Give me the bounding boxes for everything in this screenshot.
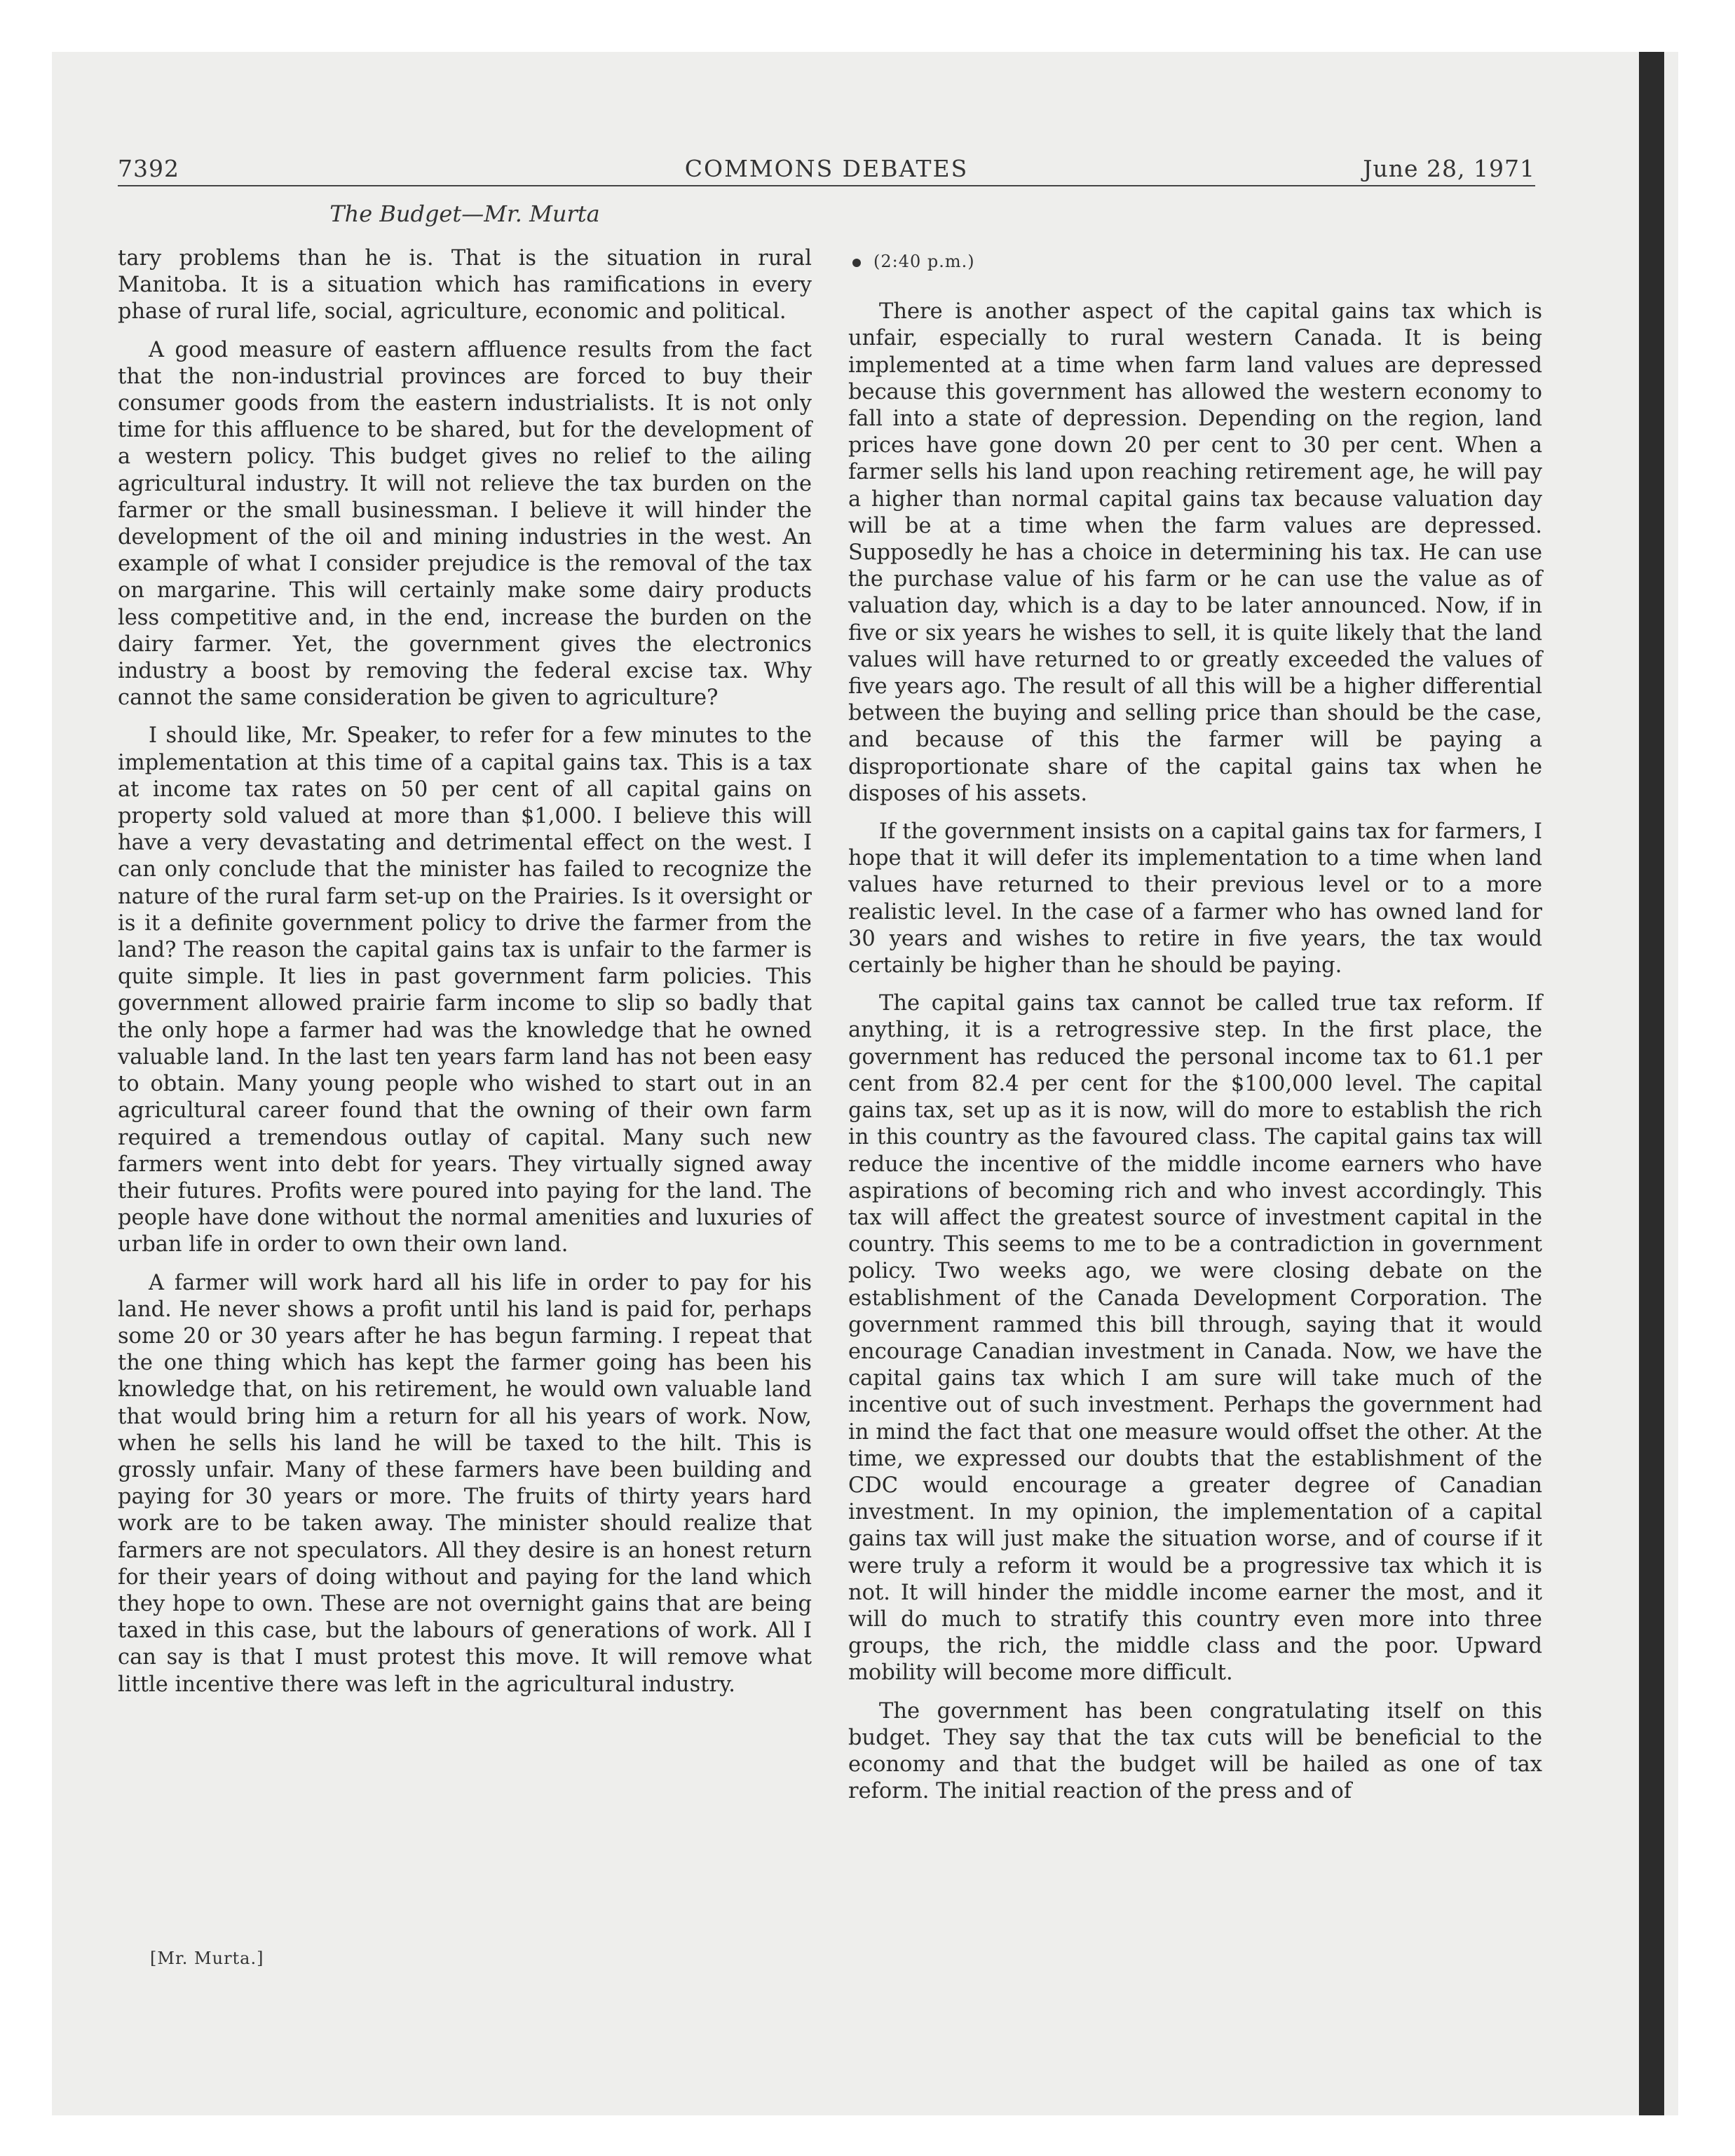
speaker-attribution: [Mr. Murta.] bbox=[150, 1949, 264, 1968]
paragraph: A good measure of eastern affluence results from the fact that the non-industrial provinces are forced to buy their consumer goods from the eastern industrialists. It is not only time for this affluence to be shared, but for the development of a western policy. This budget gives no relief to the ailing agricultural industry. It will not relieve the tax burden on the farmer or the small businessman. I believe it will hinder the development of the oil and mining industries in the west. An example of what I consider prejudice is the removal of the tax on margarine. This will certainly make some dairy products less competitive and, in the end, increase the burden on the dairy farmer. Yet, the government gives the electronics industry a boost by removing the federal excise tax. Why cannot the same consideration be given to agriculture? bbox=[118, 337, 812, 711]
paragraph: The government has been congratulating itself on this budget. They say that the tax cuts will be beneficial to the economy and that the budget will be hailed as one of tax reform. The initial reaction of the press and of bbox=[848, 1698, 1542, 1804]
paragraph: I should like, Mr. Speaker, to refer for a few minutes to the implementation at this time of a capital gains tax. This is a tax at income tax rates on 50 per cent of all capital gains on property sold valued at more than $1,000. I believe this will have a very devastating and detrimental effect on the west. I can only conclude that the minister has failed to recognize the nature of the rural farm set-up on the Prairies. Is it oversight or is it a definite government policy to drive the farmer from the land? The reason the capital gains tax is unfair to the farmer is quite simple. It lies in past government farm policies. This government allowed prairie farm income to slip so badly that the only hope a farmer had was the knowledge that he owned valuable land. In the last ten years farm land has not been easy to obtain. Many young people who wished to start out in an agricultural career found that the owning of their own farm required a tremendous outlay of capital. Many such new farmers went into debt for years. They virtually signed away their futures. Profits were poured into paying for the land. The people have done without the normal amenities and luxuries of urban life in order to own their own land. bbox=[118, 723, 812, 1257]
left-column bbox=[118, 245, 812, 1710]
scan-edge-shadow bbox=[1639, 52, 1664, 2115]
timestamp bbox=[848, 248, 1542, 275]
right-column bbox=[848, 245, 1542, 1816]
timestamp-text: (2:40 p.m.) bbox=[873, 252, 975, 271]
page-number: 7392 bbox=[118, 155, 179, 182]
paragraph: The capital gains tax cannot be called true tax reform. If anything, it is a retrogressive step. In the first place, the government has reduced the personal income tax to 61.1 per cent from 82.4 per cent for the $100,000 level. The capital gains tax, set up as it is now, will do more to establish the rich in this country as the favoured class. The capital gains tax will reduce the incentive of the middle income earners who have aspirations of becoming rich and who invest accordingly. This tax will affect the greatest source of investment capital in the country. This seems to me to be a contradiction in government policy. Two weeks ago, we were closing debate on the establishment of the Canada Development Corporation. The government rammed this bill through, saying that it would encourage Canadian investment in Canada. Now, we have the capital gains tax which I am sure will take much of the incentive out of such investment. Perhaps the government had in mind the fact that one measure would offset the other. At the time, we expressed our doubts that the establishment of the CDC would encourage a greater degree of Canadian investment. In my opinion, the implementation of a capital gains tax will just make the situation worse, and of course if it were truly a reform it would be a progressive tax which it is not. It will hinder the middle income earner the most, and it will do much to stratify this country even more into three groups, the rich, the middle class and the poor. Upward mobility will become more difficult. bbox=[848, 991, 1542, 1686]
bullet-icon bbox=[852, 259, 861, 267]
running-head: The Budget—Mr. Murta bbox=[329, 200, 600, 227]
paragraph: tary problems than he is. That is the situation in rural Manitoba. It is a situation which has ramifications in every phase of rural life, social, agriculture, economic and political. bbox=[118, 246, 812, 325]
paragraph: There is another aspect of the capital gains tax which is unfair, especially to rural western Canada. It is being implemented at a time when farm land values are depressed because this government has allowed the western economy to fall into a state of depression. Depending on the region, land prices have gone down 20 per cent to 30 per cent. When a farmer sells his land upon reaching retirement age, he will pay a higher than normal capital gains tax because valuation day will be at a time when the farm values are depressed. Supposedly he has a choice in determining his tax. He can use the purchase value of his farm or he can use the value as of valuation day, which is a day to be later announced. Now, if in five or six years he wishes to sell, it is quite likely that the land values will have returned to or greatly exceeded the values of five years ago. The result of all this will be a higher differential between the buying and selling price than should be the case, and because of this the farmer will be paying a disproportionate share of the capital gains tax when he disposes of his assets. bbox=[848, 299, 1542, 806]
paragraph: A farmer will work hard all his life in order to pay for his land. He never shows a profit until his land is paid for, perhaps some 20 or 30 years after he has begun farming. I repeat that the one thing which has kept the farmer going has been his knowledge that, on his retirement, he would own valuable land that would bring him a return for all his years of work. Now, when he sells his land he will be taxed to the hilt. This is grossly unfair. Many of these farmers have been building and paying for 30 years or more. The fruits of thirty years hard work are to be taken away. The minister should realize that farmers are not speculators. All they desire is an honest return for their years of doing without and paying for the land which they hope to own. These are not overnight gains that are being taxed in this case, but the labours of generations of work. All I can say is that I must protest this move. It will remove what little incentive there was left in the agricultural industry. bbox=[118, 1270, 812, 1697]
page-header bbox=[118, 149, 1535, 186]
publication-date: June 28, 1971 bbox=[1363, 155, 1535, 182]
publication-title: COMMONS DEBATES bbox=[684, 155, 969, 182]
paragraph: If the government insists on a capital gains tax for farmers, I hope that it will defer its implementation to a time when land values have returned to their previous level or to a more realistic level. In the case of a farmer who has owned land for 30 years and wishes to retire in five years, the tax would certainly be higher than he should be paying. bbox=[848, 819, 1542, 978]
